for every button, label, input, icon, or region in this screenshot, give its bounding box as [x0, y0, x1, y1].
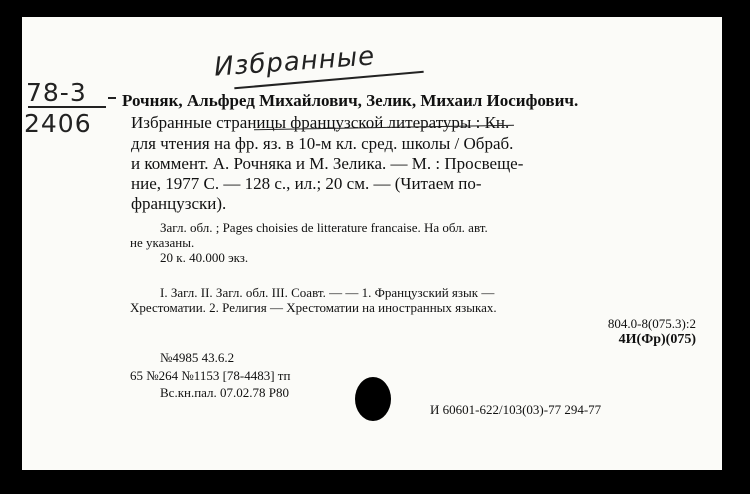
shelf-mark-divider — [28, 106, 106, 108]
shelf-mark-line2: 2406 — [24, 109, 92, 138]
classification-code: 804.0-8(075.3):2 — [607, 316, 696, 331]
tracing-line: I. Загл. II. Загл. обл. III. Соавт. — — 1. Французский язык — — [160, 285, 495, 300]
note-line: не указаны. — [130, 235, 195, 250]
footer-line: Вс.кн.пал. 07.02.78 Р80 — [160, 385, 290, 400]
classification-code: 4И(Фр)(075) — [618, 332, 696, 347]
tracing-line: Хрестоматии. 2. Религия — Хрестоматии на иностранных языках. — [130, 300, 497, 315]
shelf-mark-line1: 78-3 — [26, 78, 87, 107]
note-line: Загл. обл. ; Pages choisies de litterature francaise. На обл. авт. — [160, 220, 488, 235]
description-line: французски). — [131, 194, 227, 213]
description-line: ние, 1977 С. — 128 с., ил.; 20 см. — (Читаем по- — [131, 174, 482, 193]
description-line: для чтения на фр. яз. в 10-м кл. сред. школы / Обраб. — [131, 134, 514, 153]
footer-line: №4985 43.6.2 — [160, 350, 235, 365]
catalog-card — [22, 17, 722, 470]
description-line: Избранные страницы французской литературы : Кн. — [131, 113, 510, 132]
punch-hole — [355, 377, 391, 421]
footer-line: И 60601-622/103(03)-77 294-77 — [430, 402, 602, 417]
description-line: и коммент. А. Рочняка и М. Зелика. — М. : Просвеще- — [131, 154, 524, 173]
author-heading: Рочняк, Альфред Михайлович, Зелик, Михаил Иосифович. — [122, 91, 579, 110]
note-line: 20 к. 40.000 экз. — [160, 250, 249, 265]
footer-line: 65 №264 №1153 [78-4483] тп — [130, 368, 291, 383]
dash-mark — [108, 97, 116, 99]
handwritten-title: Избранные — [213, 41, 377, 83]
